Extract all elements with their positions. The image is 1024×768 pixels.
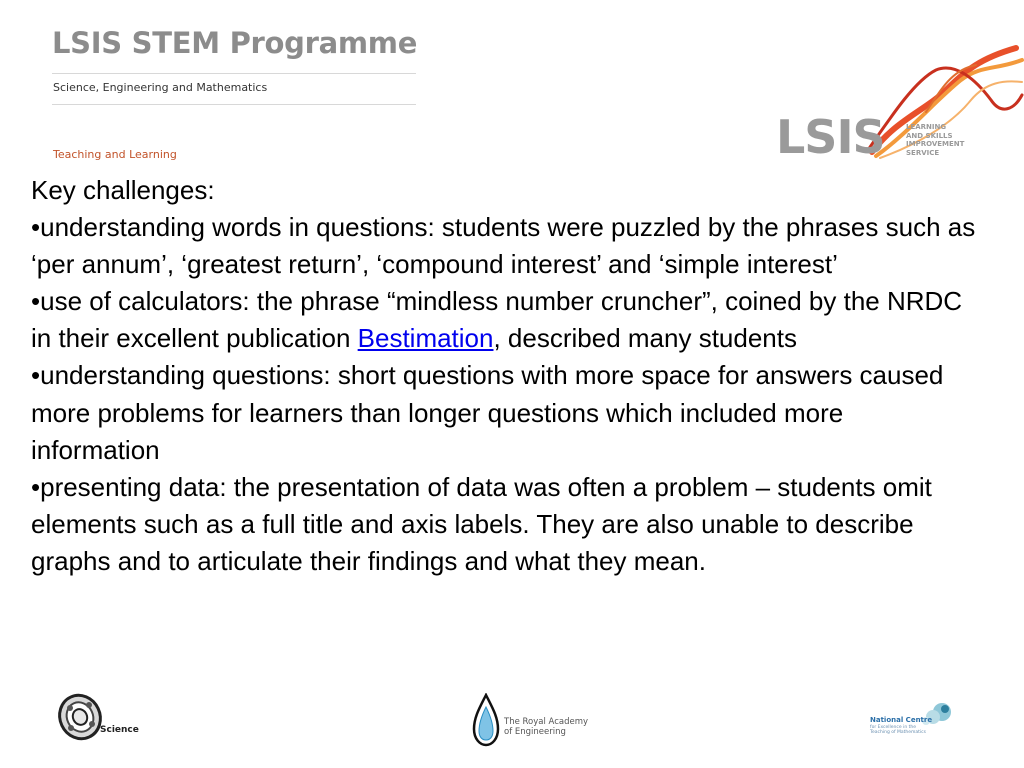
bestimation-link[interactable]: Bestimation [357, 323, 494, 354]
bullet-calculators: •use of calculators: the phrase “mindless number cruncher”, coined by the NRDC in their excellent publication Bestimation, described many students [31, 286, 963, 354]
science-label: Science [100, 725, 139, 735]
slide-body [31, 172, 976, 580]
science-learning-centres-logo [56, 690, 139, 744]
bearing-icon [56, 690, 104, 744]
royal-academy-logo [472, 693, 592, 748]
royal-academy-name: The Royal Academy of Engineering [504, 717, 589, 737]
programme-subtitle: Science, Engineering and Mathematics [53, 81, 268, 94]
lsis-logo [776, 40, 1024, 170]
drop-icon [472, 693, 500, 747]
ncetm-subtitle: for Excellence in the Teaching of Mathematics [870, 725, 926, 735]
section-label: Teaching and Learning [53, 148, 177, 161]
ncetm-logo [870, 700, 954, 742]
bullet-understanding-questions: •understanding questions: short questions with more space for answers caused more problems for learners than longer questions which included more information [31, 360, 944, 465]
programme-title: LSIS STEM Programme [52, 26, 418, 60]
lsis-descriptor: LEARNING AND SKILLS IMPROVEMENT SERVICE [906, 123, 965, 157]
ncetm-title: National Centre [870, 716, 933, 724]
bullet-presenting-data: •presenting data: the presentation of data was often a problem – students omit elements such as a full title and axis labels. They are also unable to describe graphs and to articulate their findings and what they mean. [31, 471, 932, 576]
bullet-understanding-words: •understanding words in questions: students were puzzled by the phrases such as ‘per annum’, ‘greatest return’, ‘compound interest’ and ‘simple interest’ [31, 212, 976, 280]
header-divider-top [52, 73, 416, 74]
key-challenges-heading: Key challenges: [31, 175, 215, 205]
lsis-wordmark: LSIS [776, 110, 885, 164]
header-divider-bottom [52, 104, 416, 105]
